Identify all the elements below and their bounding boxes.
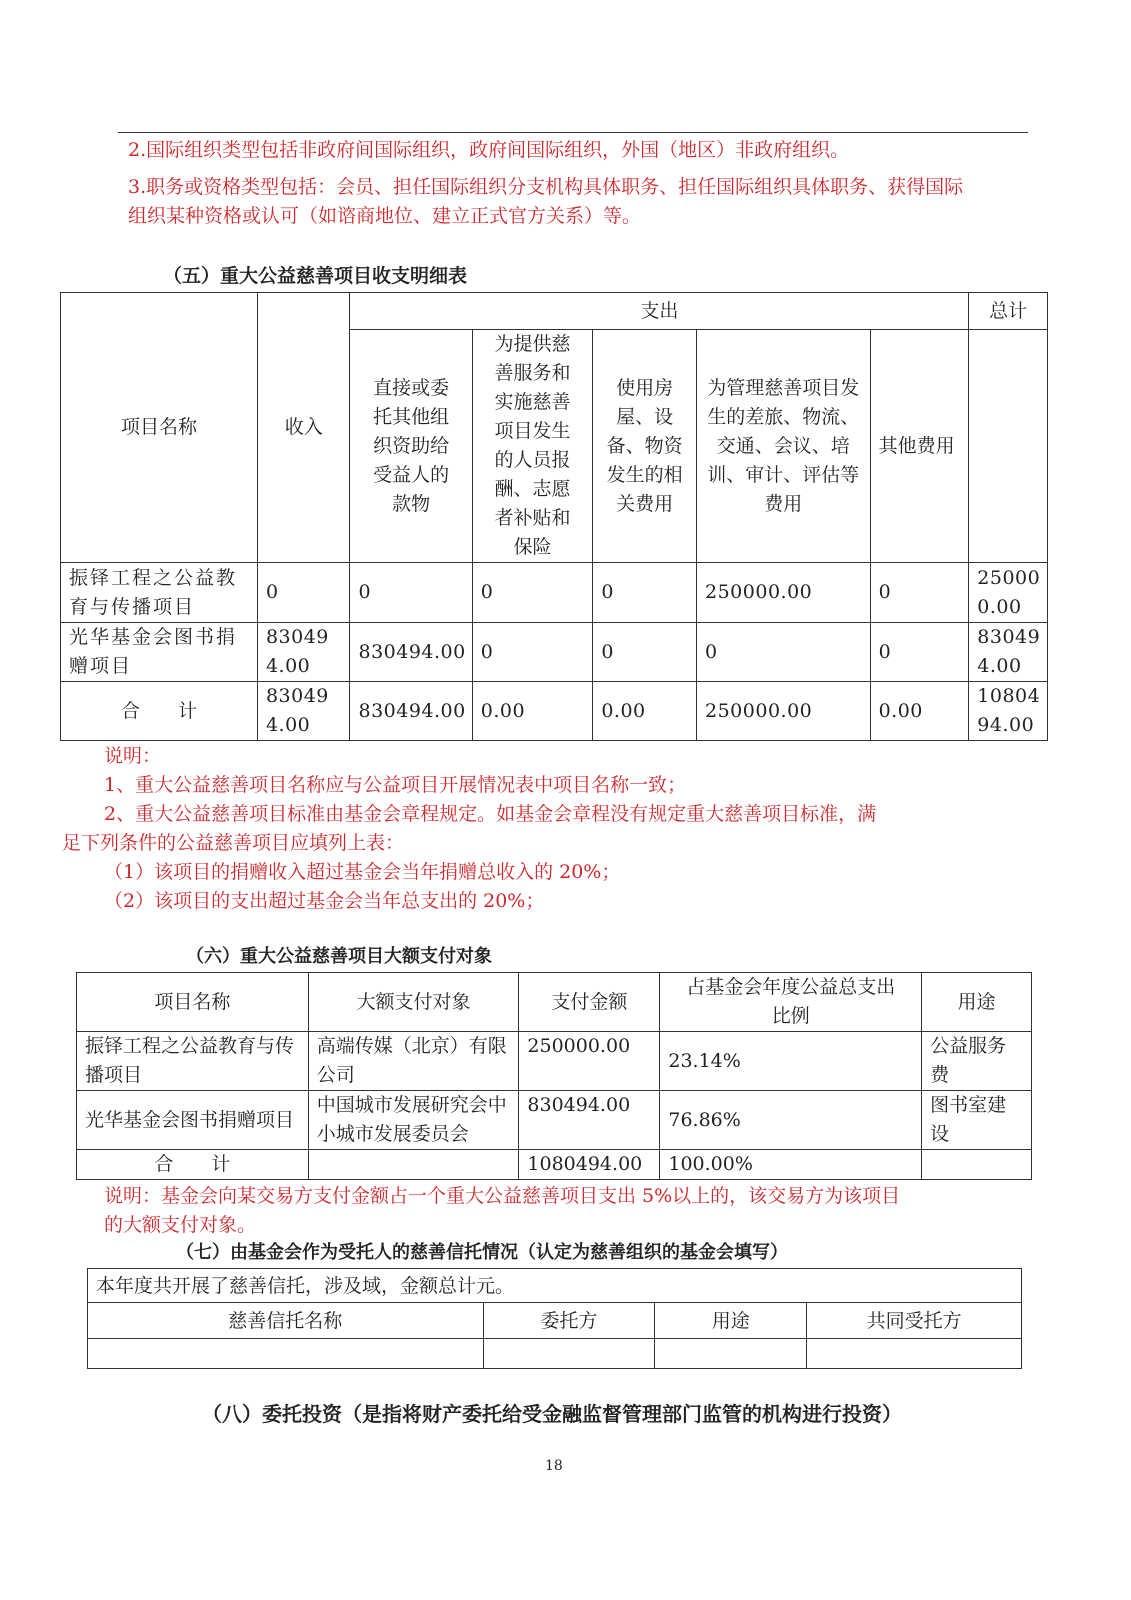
- row-project-name: 合 计: [77, 1150, 309, 1180]
- row-c3: 0.00: [593, 682, 697, 741]
- header-other: 其他费用: [870, 330, 969, 563]
- page-number: 18: [545, 1458, 563, 1474]
- row-ratio: 100.00%: [660, 1150, 922, 1180]
- note-position-types-line2: 组织某种资格或认可（如谘商地位、建立正式官方关系）等。: [128, 205, 642, 227]
- header-trust-name: 慈善信托名称: [88, 1303, 484, 1339]
- row-payee: 高端传媒（北京）有限公司: [308, 1032, 519, 1091]
- header-settlor: 委托方: [483, 1303, 655, 1339]
- row-c1: 0: [350, 563, 472, 623]
- section6-title: （六）重大公益慈善项目大额支付对象: [186, 946, 492, 967]
- row-c4: 250000.00: [697, 563, 871, 623]
- header-payee: 大额支付对象: [308, 973, 519, 1032]
- row-amount: 250000.00: [519, 1032, 660, 1091]
- header-direct-aid: 直接或委托其他组织资助给受益人的款物: [350, 330, 472, 563]
- section6-note-a: 说明：基金会向某交易方支付金额占一个重大公益慈善项目支出 5%以上的，该交易方为该项目: [104, 1185, 901, 1207]
- table-row-total: [61, 682, 1048, 741]
- empty-cell: [88, 1339, 484, 1369]
- row-total: 250000.00: [969, 563, 1048, 623]
- row-c2: 0.00: [472, 682, 593, 741]
- row-c4: 0: [697, 623, 871, 682]
- header-expense: 支出: [350, 293, 969, 330]
- empty-cell: [655, 1339, 807, 1369]
- section5-title: （五）重大公益慈善项目收支明细表: [163, 265, 468, 287]
- empty-cell: [483, 1339, 655, 1369]
- row-amount: 830494.00: [519, 1091, 660, 1150]
- header-personnel: 为提供慈善服务和实施慈善项目发生的人员报酬、志愿者补贴和保险: [472, 330, 593, 563]
- header-project-name: 项目名称: [61, 293, 258, 563]
- charitable-trust-table: [87, 1268, 1022, 1369]
- row-amount: 1080494.00: [519, 1150, 660, 1180]
- header-ratio: 占基金会年度公益总支出比例: [660, 973, 922, 1032]
- header-income: 收入: [257, 293, 350, 563]
- note-position-types-line1: 3.职务或资格类型包括：会员、担任国际组织分支机构具体职务、担任国际组织具体职务、获得国际: [128, 176, 964, 198]
- row-project-name: 光华基金会图书捐赠项目: [77, 1091, 309, 1150]
- note-international-org-types: 2.国际组织类型包括非政府间国际组织，政府间国际组织，外国（地区）非政府组织。: [128, 139, 850, 161]
- header-total-empty: [969, 330, 1048, 563]
- table-row: [88, 1339, 1022, 1369]
- section8-title: （八）委托投资（是指将财产委托给受金融监督管理部门监管的机构进行投资）: [202, 1402, 902, 1426]
- header-facilities: 使用房屋、设备、物资发生的相关费用: [593, 330, 697, 563]
- trust-summary: 本年度共开展了慈善信托，涉及域，金额总计元。: [88, 1269, 1022, 1303]
- section6-note-b: 的大额支付对象。: [104, 1214, 257, 1236]
- table-row: [61, 623, 1048, 682]
- row-c2: 0: [472, 623, 593, 682]
- row-use: 公益服务费: [922, 1032, 1032, 1091]
- section5-note-1: 1、重大公益慈善项目名称应与公益项目开展情况表中项目名称一致；: [104, 774, 687, 796]
- major-project-income-expense-table: [60, 292, 1048, 741]
- row-payee: 中国城市发展研究会中小城市发展委员会: [308, 1091, 519, 1150]
- row-project-name: 合 计: [61, 682, 258, 741]
- row-total: 1080494.00: [969, 682, 1048, 741]
- row-c2: 0: [472, 563, 593, 623]
- section5-note-4: （2）该项目的支出超过基金会当年总支出的 20%；: [104, 890, 545, 912]
- header-co-trustee: 共同受托方: [807, 1303, 1022, 1339]
- row-c1: 830494.00: [350, 682, 472, 741]
- header-use: 用途: [922, 973, 1032, 1032]
- table-row: [61, 563, 1048, 623]
- row-income: 830494.00: [257, 623, 350, 682]
- table-row: [77, 1091, 1032, 1150]
- header-total: 总计: [969, 293, 1048, 330]
- table-row: [77, 1032, 1032, 1091]
- top-rule: [118, 132, 1028, 133]
- row-c5: 0.00: [870, 682, 969, 741]
- large-payment-recipients-table: [76, 972, 1032, 1180]
- row-project-name: 光华基金会图书捐赠项目: [61, 623, 258, 682]
- section5-note-2b: 足下列条件的公益慈善项目应填列上表：: [62, 832, 405, 854]
- section5-note-2a: 2、重大公益慈善项目标准由基金会章程规定。如基金会章程没有规定重大慈善项目标准，满: [104, 803, 877, 825]
- header-management: 为管理慈善项目发生的差旅、物流、交通、会议、培训、审计、评估等费用: [697, 330, 871, 563]
- row-ratio: 76.86%: [660, 1091, 922, 1150]
- row-c3: 0: [593, 623, 697, 682]
- header-use: 用途: [655, 1303, 807, 1339]
- row-ratio: 23.14%: [660, 1032, 922, 1091]
- row-c5: 0: [870, 623, 969, 682]
- row-project-name: 振铎工程之公益教育与传播项目: [77, 1032, 309, 1091]
- row-use: 图书室建设: [922, 1091, 1032, 1150]
- header-project-name: 项目名称: [77, 973, 309, 1032]
- row-c5: 0: [870, 563, 969, 623]
- row-project-name: 振铎工程之公益教育与传播项目: [61, 563, 258, 623]
- row-income: 830494.00: [257, 682, 350, 741]
- section5-note-label: 说明：: [104, 745, 162, 767]
- section5-note-3: （1）该项目的捐赠收入超过基金会当年捐赠总收入的 20%；: [104, 861, 621, 883]
- row-use: [922, 1150, 1032, 1180]
- header-amount: 支付金额: [519, 973, 660, 1032]
- empty-cell: [807, 1339, 1022, 1369]
- row-c4: 250000.00: [697, 682, 871, 741]
- row-c3: 0: [593, 563, 697, 623]
- table-row-total: [77, 1150, 1032, 1180]
- row-payee: [308, 1150, 519, 1180]
- row-total: 830494.00: [969, 623, 1048, 682]
- row-c1: 830494.00: [350, 623, 472, 682]
- row-income: 0: [257, 563, 350, 623]
- section7-title: （七）由基金会作为受托人的慈善信托情况（认定为慈善组织的基金会填写）: [176, 1242, 788, 1263]
